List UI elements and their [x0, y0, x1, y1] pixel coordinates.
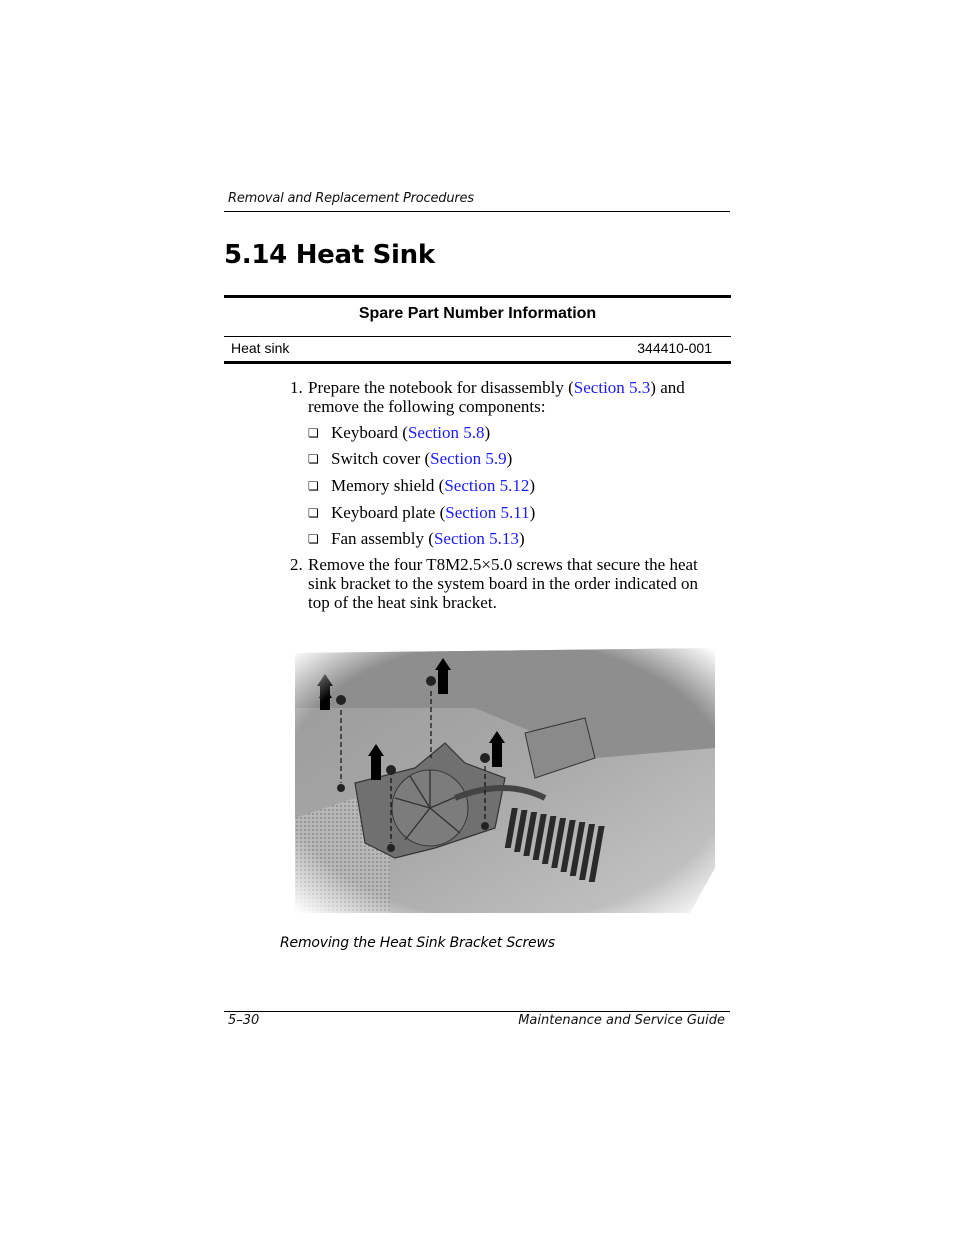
running-header: Removal and Replacement Procedures	[228, 191, 474, 206]
section-link[interactable]: Section 5.8	[407, 423, 485, 442]
bullet-checkbox-icon: ❏	[308, 479, 319, 493]
list-item-label: Keyboard (	[331, 423, 408, 442]
table-top-rule	[224, 295, 731, 298]
section-link[interactable]: Section 5.3	[573, 378, 651, 397]
bullet-checkbox-icon: ❏	[308, 506, 319, 520]
section-link[interactable]: Section 5.11	[445, 503, 530, 522]
list-item	[331, 503, 535, 522]
section-link[interactable]: Section 5.9	[430, 449, 507, 468]
list-item-close: )	[484, 423, 491, 442]
list-item-label: Keyboard plate (	[331, 503, 446, 522]
list-item	[331, 423, 490, 442]
step-text: sink bracket to the system board in the order indicated on	[308, 574, 698, 593]
bullet-checkbox-icon: ❏	[308, 532, 319, 546]
list-item-close: )	[529, 476, 535, 495]
section-link[interactable]: Section 5.13	[433, 529, 519, 548]
bullet-checkbox-icon: ❏	[308, 426, 319, 440]
list-item-close: )	[506, 449, 513, 468]
guide-title: Maintenance and Service Guide	[518, 1013, 725, 1028]
list-item-close: )	[529, 503, 536, 522]
section-link[interactable]: Section 5.12	[444, 476, 530, 495]
table-header-rule	[224, 336, 731, 337]
table-item-cell: Heat sink	[231, 340, 290, 356]
list-item-label: Fan assembly (	[331, 529, 434, 548]
list-item	[331, 449, 512, 468]
step-text: remove the following components:	[308, 397, 546, 416]
list-item-label: Switch cover (	[331, 449, 431, 468]
footer-rule	[224, 1011, 730, 1012]
heat-sink-illustration	[295, 648, 717, 913]
list-item-label: Memory shield (	[331, 476, 445, 495]
step-text	[308, 378, 728, 397]
step-number: 2.	[290, 555, 303, 574]
step-text: Remove the four T8M2.5×5.0 screws that secure the heat	[308, 555, 698, 574]
bullet-checkbox-icon: ❏	[308, 452, 319, 466]
step-text-part: Prepare the notebook for disassembly (	[308, 378, 574, 397]
list-item-close: )	[518, 529, 525, 548]
table-heading: Spare Part Number Information	[358, 305, 597, 322]
table-bottom-rule	[224, 361, 731, 364]
page-number: 5–30	[228, 1013, 260, 1028]
step-text-part: ) and	[650, 378, 685, 397]
list-item	[331, 476, 535, 495]
section-title: 5.14 Heat Sink	[224, 240, 435, 270]
list-item	[331, 529, 525, 548]
header-rule	[224, 211, 730, 212]
step-text: top of the heat sink bracket.	[308, 593, 497, 612]
step-number: 1.	[290, 378, 303, 397]
figure-caption: Removing the Heat Sink Bracket Screws	[280, 935, 555, 951]
table-part-number-cell: 344410-001	[637, 340, 712, 356]
